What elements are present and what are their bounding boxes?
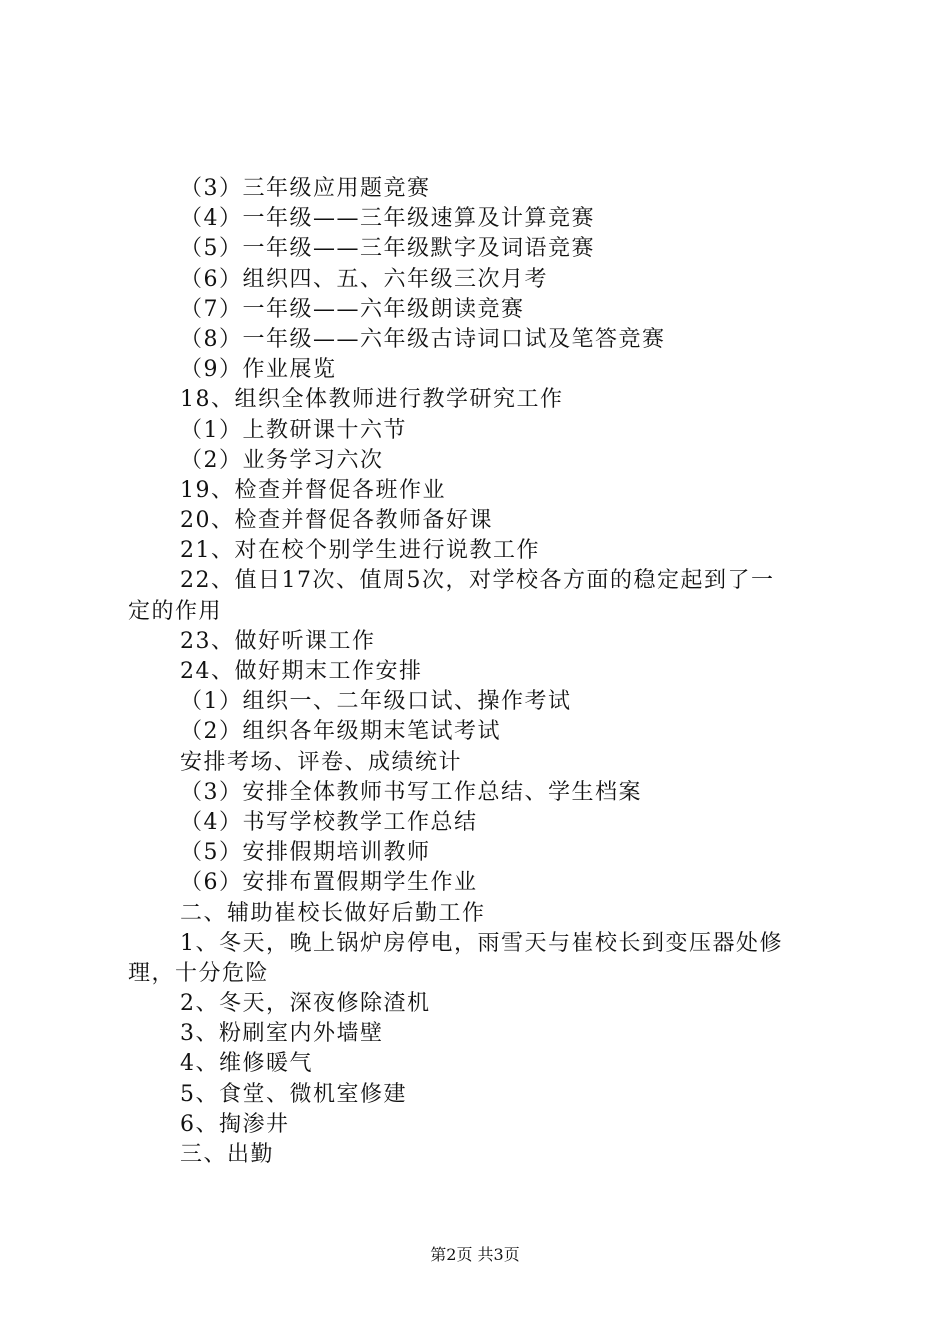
list-item: （2）组织各年级期末笔试考试	[180, 719, 501, 745]
list-item: （3）安排全体教师书写工作总结、学生档案	[180, 779, 642, 805]
list-item: 19、检查并督促各班作业	[180, 477, 446, 503]
list-item: （6）安排布置假期学生作业	[180, 870, 478, 896]
list-item: （9）作业展览	[180, 357, 337, 383]
list-item: 20、检查并督促各教师备好课	[180, 508, 493, 534]
document-body	[128, 174, 840, 1170]
list-item-continuation: 定的作用	[128, 598, 223, 624]
list-item: 4、维修暖气	[180, 1051, 313, 1077]
list-item: （4）一年级——三年级速算及计算竞赛	[180, 206, 595, 232]
list-item: 6、掏渗井	[180, 1111, 290, 1137]
section-heading: 二、辅助崔校长做好后勤工作	[180, 900, 486, 926]
list-item: （8）一年级——六年级古诗词口试及笔答竞赛	[180, 326, 666, 352]
list-item: （1）上教研课十六节	[180, 417, 407, 443]
list-item: （5）安排假期培训教师	[180, 840, 431, 866]
list-item: （5）一年级——三年级默字及词语竞赛	[180, 236, 595, 262]
list-item: 21、对在校个别学生进行说教工作	[180, 538, 540, 564]
list-item: （7）一年级——六年级朗读竞赛	[180, 296, 525, 322]
list-item: （6）组织四、五、六年级三次月考	[180, 266, 548, 292]
list-item: 5、食堂、微机室修建	[180, 1081, 407, 1107]
list-item: （1）组织一、二年级口试、操作考试	[180, 689, 572, 715]
list-item: （4）书写学校教学工作总结	[180, 809, 478, 835]
list-item: 24、做好期末工作安排	[180, 659, 423, 684]
list-item: 3、粉刷室内外墙壁	[180, 1021, 384, 1047]
list-item: 23、做好听课工作	[180, 628, 376, 654]
list-item: 18、组织全体教师进行教学研究工作	[180, 387, 564, 413]
list-item-continuation: 理，十分危险	[128, 960, 270, 986]
section-heading: 三、出勤	[180, 1142, 275, 1167]
list-item: 22、值日17次、值周5次，对学校各方面的稳定起到了一	[180, 568, 775, 594]
list-item: 1、冬天，晚上锅炉房停电，雨雪天与崔校长到变压器处修	[180, 930, 783, 956]
list-item: （3）三年级应用题竞赛	[180, 176, 431, 201]
page-number-footer: 第2页 共3页	[430, 1245, 520, 1264]
list-item: 安排考场、评卷、成绩统计	[180, 749, 463, 775]
list-item: （2）业务学习六次	[180, 447, 384, 473]
list-item: 2、冬天，深夜修除渣机	[180, 991, 431, 1017]
